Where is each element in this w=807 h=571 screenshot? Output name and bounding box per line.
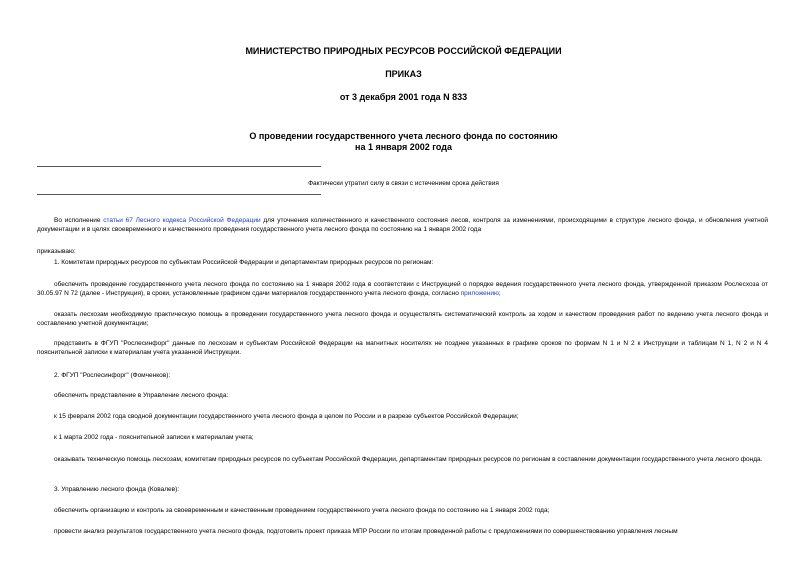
date-number: от 3 декабря 2001 года N 833 (339, 92, 468, 102)
top-divider (37, 166, 321, 167)
item-1a-text: обеспечить проведение государственного учета лесного фонда по состоянию на 1 января 2002 года в соответствии с Инструкцией о порядке ведения государственного учета лесного фонда, утвержденной приказом Рослесхоза от 30.05.97 N 72 (далее - Инструкция), в сроки, установленные графиком сдачи материалов государственного учета лесного фонда, согласно (37, 281, 768, 298)
item-2a: обеспечить представление в Управление лесного фонда: (54, 392, 229, 399)
item-2d: оказывать техническую помощь лесхозам, комитетам природных ресурсов по субъектам Российской Федерации, департаментам природных ресурсов по регионам в составлении документации государственного учета лесного фонда. (54, 456, 763, 463)
item-3a: обеспечить организацию и контроль за своевременным и качественным проведением государственного учета лесного фонда по состоянию на 1 января 2002 года; (54, 507, 550, 514)
forest-code-article-link[interactable]: статьи 67 Лесного кодекса Российской Федерации (103, 217, 261, 224)
item-3b: провести анализ результатов государственного учета лесного фонда, подготовить проект приказа МПР России по итогам проведенной работы с предложениями по совершенствованию управления лесным (54, 528, 678, 535)
intro-paragraph (37, 216, 768, 235)
document-title-line-2: на 1 января 2002 года (355, 142, 452, 152)
appendix-link[interactable]: приложению (460, 290, 499, 298)
order-word: приказываю: (37, 248, 76, 255)
item-1c: представить в ФГУП "Рослесинфорг" данные по лесхозам и субъектам Российской Федерации на магнитных носителях не позднее указанных в графике сроков по формам N 1 и N 2 к Инструкции и таблицам N 1, N 2 и N 4 пояснительной записки к материалам учета указанной Инструкции. (37, 340, 768, 357)
item-1: 1. Комитетам природных ресурсов по субъектам Российской Федерации и департаментам природных ресурсов по регионам: (54, 259, 434, 266)
document-title-line-1: О проведении государственного учета лесного фонда по состоянию (249, 131, 558, 141)
item-2: 2. ФГУП "Рослесинфорг" (Фомченков): (54, 372, 171, 379)
item-2b: к 15 февраля 2002 года сводной документации государственного учета лесного фонда в целом по России и в разрезе субъектов Российской Федерации; (54, 413, 519, 420)
item-1b: оказать лесхозам необходимую практическую помощь в проведении государственного учета лесного фонда и осуществлять систематический контроль за ходом и качеством проведения работ по ведению учета лесного фонда и составлению учетной документации; (37, 311, 768, 328)
intro-text-pre: Во исполнение (54, 217, 104, 224)
item-1a-end: ; (498, 290, 501, 298)
ministry-heading: МИНИСТЕРСТВО ПРИРОДНЫХ РЕСУРСОВ РОССИЙСКОЙ ФЕДЕРАЦИИ (245, 46, 562, 56)
item-3: 3. Управлению лесного фонда (Ковалев): (54, 486, 180, 493)
item-2c: к 1 марта 2002 года - пояснительной записки к материалам учета; (54, 434, 254, 441)
item-1a (37, 280, 768, 299)
status-note: Фактически утратил силу в связи с истечением срока действия (308, 180, 499, 187)
document-type: ПРИКАЗ (385, 69, 422, 79)
intro-text-post: для уточнения количественного и качественного состояния лесов, контроля за изменениями, происходящими в структуре лесного фонда, и обновления учетной документации и в целях своевременного и качественного проведения государственного учета лесного фонда по состоянию на 1 января 2002 года (37, 217, 768, 234)
bottom-divider (37, 194, 321, 195)
